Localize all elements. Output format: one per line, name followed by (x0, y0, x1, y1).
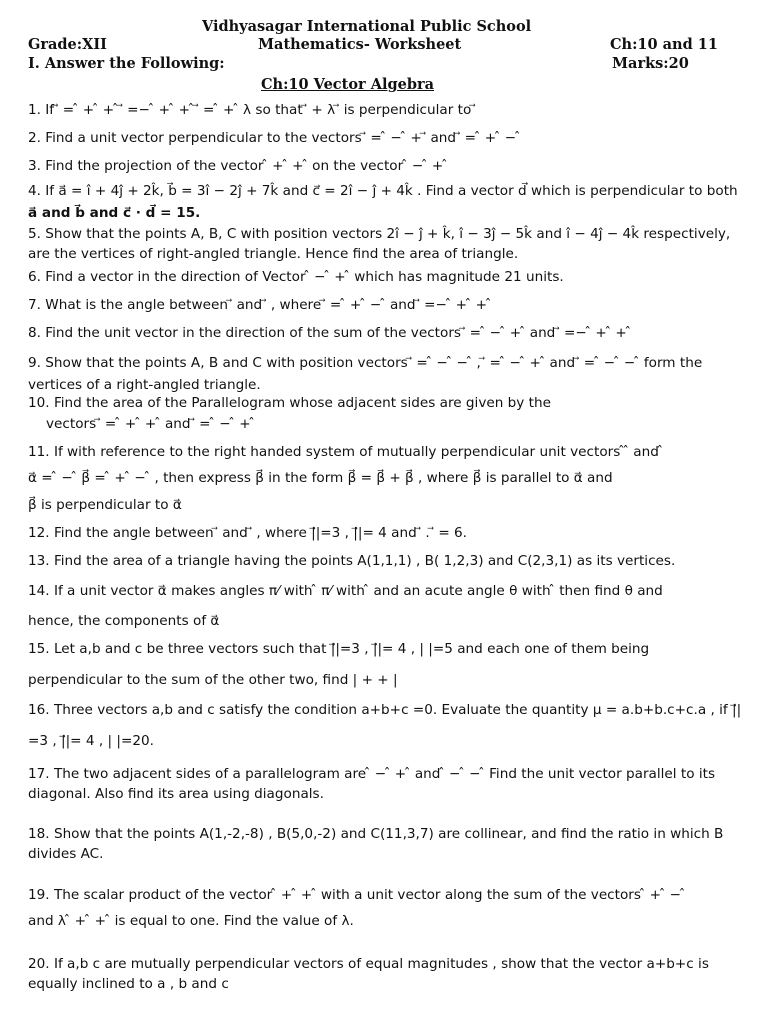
question-7: 7. What is the angle between ⃗ and ⃗ , where ⃗ = ̂ + ̂ − ̂ and ⃗ =− ̂ + ̂ + ̂ (28, 297, 492, 313)
question-3: 3. Find the projection of the vector ̂ + ̂ + ̂ on the vector ̂ − ̂ + ̂ (28, 158, 448, 174)
question-10: 10. Find the area of the Parallelogram whose adjacent sides are given by the (28, 395, 551, 411)
question-14-cont: hence, the components of α⃗ (28, 613, 220, 629)
question-17: 17. The two adjacent sides of a parallelogram are ̂ − ̂ + ̂ and ̂ − ̂ − ̂ Find the unit vector parallel to its diagonal. Also find its area using diagonals. (28, 766, 716, 802)
question-12: 12. Find the angle between ⃗ and ⃗ , where |⃗|=3 , |⃗|= 4 and ⃗ . ⃗ = 6. (28, 525, 467, 541)
question-5: 5. Show that the points A, B, C with position vectors 2î − ĵ + k̂, î − 3ĵ − 5k̂ and î − 4ĵ − 4k̂ respectively, are the vertices of right-angled triangle. Hence find the area of triangle. (28, 226, 731, 262)
question-11-cont2: β⃗ is perpendicular to α⃗ (28, 497, 182, 513)
question-4: 4. If a⃗ = î + 4ĵ + 2k̂, b⃗ = 3î − 2ĵ + 7k̂ and c⃗ = 2î − ĵ + 4k̂ . Find a vector d⃗ which is perpendicular to both (28, 183, 738, 199)
subject-title: Mathematics- Worksheet (258, 36, 462, 53)
question-18: 18. Show that the points A(1,-2,-8) , B(5,0,-2) and C(11,3,7) are collinear, and find the ratio in which B divides AC. (28, 826, 724, 862)
chapters-label: Ch:10 and 11 (610, 36, 718, 53)
question-11: 11. If with reference to the right handed system of mutually perpendicular unit vectors ̂ ̂ and ̂ (28, 444, 664, 460)
question-8: 8. Find the unit vector in the direction of the sum of the vectors ⃗ = ̂ − ̂ + ̂ and ⃗ =− ̂ + ̂ + ̂ (28, 325, 632, 341)
question-13: 13. Find the area of a triangle having the points A(1,1,1) , B( 1,2,3) and C(2,3,1) as its vertices. (28, 553, 676, 569)
question-14: 14. If a unit vector α⃗ makes angles π⁄ with ̂ π⁄ with ̂ and an acute angle θ with ̂ then find θ and (28, 583, 663, 599)
question-20: 20. If a,b c are mutually perpendicular vectors of equal magnitudes , show that the vector a+b+c is equally inclined to a , b and c (28, 956, 709, 992)
question-15-cont: perpendicular to the sum of the other two, find | + + | (28, 672, 398, 688)
question-9: 9. Show that the points A, B and C with position vectors ⃗ = ̂ − ̂ − ̂ , ⃗ = ̂ − ̂ + ̂ and ⃗ = ̂ − ̂ − ̂ form the vertices of a right-angled triangle. (28, 355, 703, 393)
question-10-cont: vectors ⃗ = ̂ + ̂ + ̂ and ⃗ = ̂ − ̂ + ̂ (46, 416, 255, 432)
question-19: 19. The scalar product of the vector ̂ + ̂ + ̂ with a unit vector along the sum of the vectors ̂ + ̂ − ̂ (28, 887, 686, 903)
question-19-cont: and λ ̂ + ̂ + ̂ is equal to one. Find the value of λ. (28, 913, 354, 929)
question-1: 1. If ⃗ = ̂ + ̂ + ̂ ⃗ =− ̂ + ̂ + ̂ ⃗ = ̂ + ̂ λ so that ⃗ + λ ⃗ is perpendicular to ⃗ (28, 102, 476, 118)
question-11-cont: α⃗ = ̂ − ̂ β⃗ = ̂ + ̂ − ̂ , then express β⃗ in the form β⃗ = β⃗ + β⃗ , where β⃗ is parallel to α⃗ and (28, 470, 613, 486)
question-6: 6. Find a vector in the direction of Vector ̂ − ̂ + ̂ which has magnitude 21 units. (28, 269, 564, 285)
grade-label: Grade:XII (28, 36, 107, 53)
marks-label: Marks:20 (612, 55, 689, 72)
chapter-title: Ch:10 Vector Algebra (261, 76, 434, 93)
question-4-cont: a⃗ and b⃗ and c⃗ · d⃗ = 15. (28, 205, 201, 221)
question-16-cont: =3 , |⃗|= 4 , | |=20. (28, 733, 154, 749)
question-16: 16. Three vectors a,b and c satisfy the condition a+b+c =0. Evaluate the quantity μ = a.b+b.c+c.a , if |⃗| (28, 702, 742, 718)
question-2: 2. Find a unit vector perpendicular to the vectors ⃗ = ̂ − ̂ + ⃗ and ⃗ = ̂ + ̂ − ̂ (28, 130, 521, 146)
school-name: Vidhyasagar International Public School (202, 18, 532, 35)
question-15: 15. Let a,b and c be three vectors such that |⃗|=3 , |⃗|= 4 , | |=5 and each one of them being (28, 641, 650, 657)
section-heading: I. Answer the Following: (28, 55, 225, 72)
